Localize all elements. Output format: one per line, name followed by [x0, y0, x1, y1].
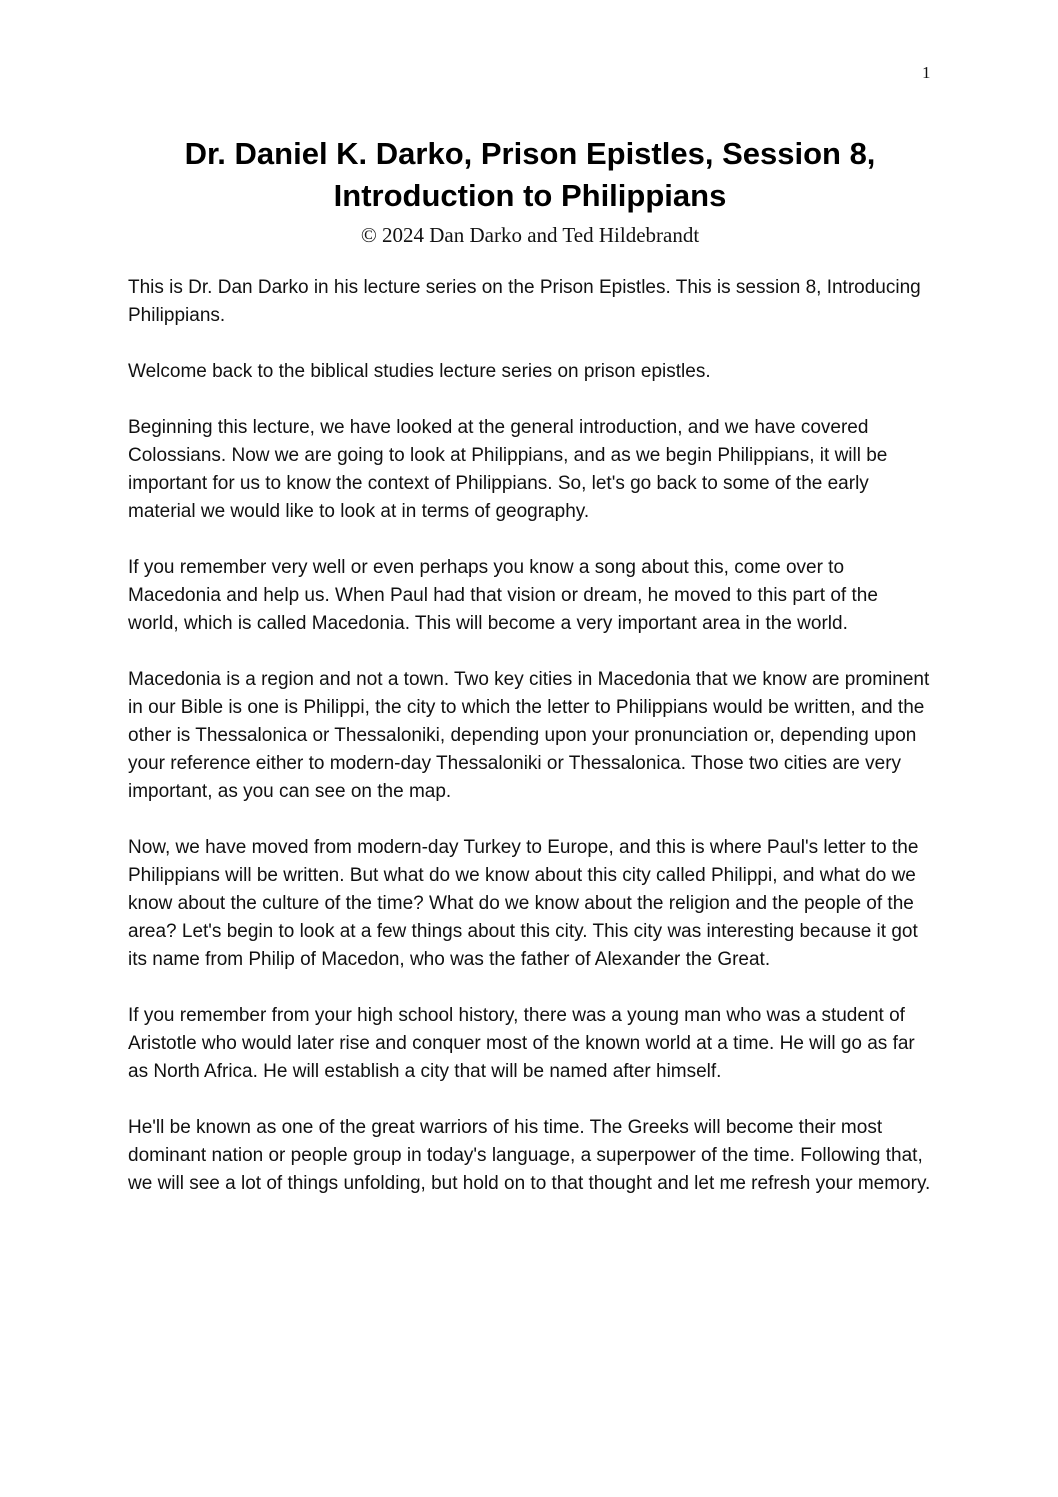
title-line-1: Dr. Daniel K. Darko, Prison Epistles, Session 8,: [184, 136, 876, 171]
document-body: [128, 274, 933, 1226]
paragraph: If you remember from your high school history, there was a young man who was a student of Aristotle who would later rise and conquer most of the known world at a time. He will go as far as North Africa. He will establish a city that will be named after himself.: [128, 1005, 915, 1082]
document-title: [90, 133, 970, 217]
paragraph: Beginning this lecture, we have looked at the general introduction, and we have covered Colossians. Now we are going to look at Philippians, and as we begin Philippians, it will be important for us to know the context of Philippians. So, let's go back to some of the early material we would like to look at in terms of geography.: [128, 417, 888, 522]
paragraph: Now, we have moved from modern-day Turkey to Europe, and this is where Paul's letter to the Philippians will be written. But what do we know about this city called Philippi, and what do we know about the culture of the time? What do we know about the religion and the people of the area? Let's begin to look at a few things about this city. This city was interesting because it got its name from Philip of Macedon, who was the father of Alexander the Great.: [128, 837, 919, 970]
paragraph: If you remember very well or even perhaps you know a song about this, come over to Macedonia and help us. When Paul had that vision or dream, he moved to this part of the world, which is called Macedonia. This will become a very important area in the world.: [128, 557, 878, 634]
paragraph: He'll be known as one of the great warriors of his time. The Greeks will become their most dominant nation or people group in today's language, a superpower of the time. Following that, we will see a lot of things unfolding, but hold on to that thought and let me refresh your memory.: [128, 1117, 931, 1194]
paragraph: Macedonia is a region and not a town. Two key cities in Macedonia that we know are prominent in our Bible is one is Philippi, the city to which the letter to Philippians would be written, and the other is Thessalonica or Thessaloniki, depending upon your pronunciation or, depending upon your reference either to modern-day Thessaloniki or Thessalonica. Those two cities are very important, as you can see on the map.: [128, 669, 930, 802]
page-number: 1: [922, 63, 931, 82]
title-line-2: Introduction to Philippians: [333, 178, 727, 213]
copyright-line: © 2024 Dan Darko and Ted Hildebrandt: [360, 223, 700, 247]
paragraph: This is Dr. Dan Darko in his lecture series on the Prison Epistles. This is session 8, Introducing Philippians.: [128, 277, 921, 326]
paragraph: Welcome back to the biblical studies lecture series on prison epistles.: [128, 361, 711, 382]
